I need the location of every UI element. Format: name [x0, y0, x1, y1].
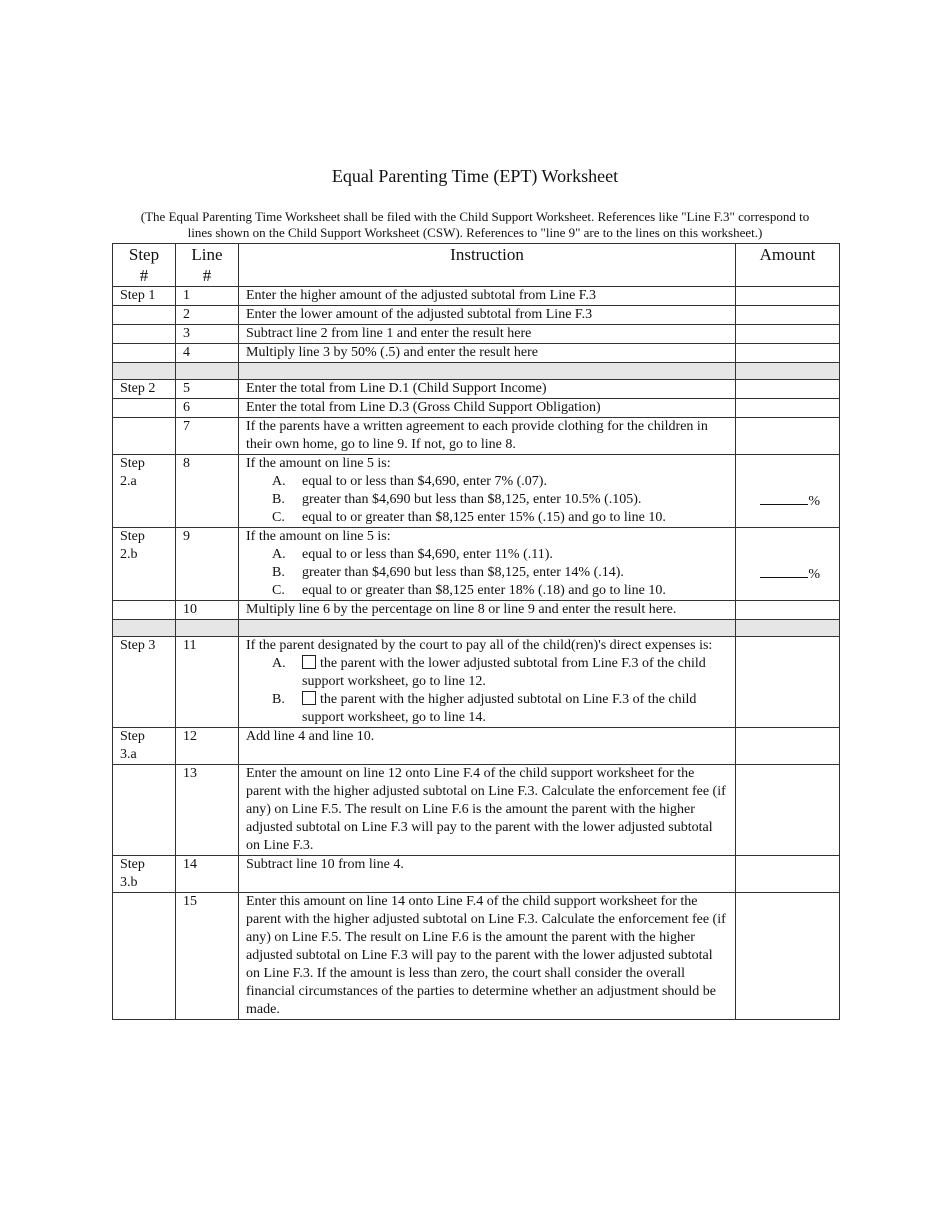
spacer-row — [113, 363, 840, 380]
instruction-text: Multiply line 6 by the percentage on line 8 or line 9 and enter the result here. — [239, 601, 736, 620]
amount-field-line-12[interactable] — [736, 728, 840, 765]
instruction-text — [239, 528, 736, 601]
instruction-intro: If the amount on line 5 is: — [246, 456, 391, 471]
table-row-line-5 — [113, 380, 840, 399]
spacer-row — [113, 620, 840, 637]
step-cell — [113, 399, 176, 418]
table-row-line-13 — [113, 765, 840, 856]
option-b: B. greater than $4,690 but less than $8,125, enter 10.5% (.105). — [272, 492, 642, 507]
table-row-line-4 — [113, 344, 840, 363]
amount-field-line-9[interactable] — [736, 528, 840, 601]
step-cell: Step 2.b — [113, 528, 176, 601]
amount-field-line-5[interactable] — [736, 380, 840, 399]
line-number: 7 — [176, 418, 239, 455]
line-number: 6 — [176, 399, 239, 418]
amount-field-line-8[interactable] — [736, 455, 840, 528]
amount-field-line-2[interactable] — [736, 306, 840, 325]
subtitle-line-1: (The Equal Parenting Time Worksheet shall be filed with the Child Support Worksheet. References like "Line F.3" correspond to — [140, 209, 810, 224]
table-row-line-15 — [113, 893, 840, 1020]
step-cell: Step 2.a — [113, 455, 176, 528]
page-title: Equal Parenting Time (EPT) Worksheet — [331, 166, 619, 186]
step-cell: Step 1 — [113, 287, 176, 306]
line-number: 5 — [176, 380, 239, 399]
line-number: 14 — [176, 856, 239, 893]
percent-blank[interactable]: % — [743, 564, 832, 584]
table-row-line-3 — [113, 325, 840, 344]
table-row-line-6 — [113, 399, 840, 418]
step-cell: Step 3.a — [113, 728, 176, 765]
option-a: A. equal to or less than $4,690, enter 11% (.11). — [272, 547, 553, 562]
amount-field-line-15[interactable] — [736, 893, 840, 1020]
line-number: 2 — [176, 306, 239, 325]
step-cell: Step 3 — [113, 637, 176, 728]
line-number: 3 — [176, 325, 239, 344]
amount-field-line-10[interactable] — [736, 601, 840, 620]
checkbox-higher-parent[interactable] — [302, 691, 316, 705]
instruction-text — [239, 637, 736, 728]
subtitle-line-2: lines shown on the Child Support Worksheet (CSW). References to "line 9" are to the lines on this worksheet.) — [187, 225, 763, 240]
instruction-text: Enter this amount on line 14 onto Line F.4 of the child support worksheet for the parent with the higher adjusted subtotal on Line F.3. Calculate the enforcement fee (if any) on Line F.5. The result on Line F.6 is the amount the parent with the higher adjusted subtotal on Line F.3 will pay to the parent with the lower adjusted subtotal on Line F.3. If the amount is less than zero, the court shall consider the overall financial circumstances of the parties to determine whether an adjustment should be made. — [239, 893, 736, 1020]
line-number: 10 — [176, 601, 239, 620]
instruction-text: Add line 4 and line 10. — [239, 728, 736, 765]
step-cell — [113, 306, 176, 325]
table-row-line-9 — [113, 528, 840, 601]
amount-field-line-4[interactable] — [736, 344, 840, 363]
step-cell — [113, 765, 176, 856]
instruction-text: Enter the amount on line 12 onto Line F.4 of the child support worksheet for the parent with the higher adjusted subtotal on Line F.3. Calculate the enforcement fee (if any) on Line F.5. The result on Line F.6 is the amount the parent with the higher adjusted subtotal on Line F.3 will pay to the parent with the lower adjusted subtotal on Line F.3. — [239, 765, 736, 856]
line-number: 9 — [176, 528, 239, 601]
line-number: 11 — [176, 637, 239, 728]
line-number: 4 — [176, 344, 239, 363]
instruction-text: If the parents have a written agreement to each provide clothing for the children in their own home, go to line 9. If not, go to line 8. — [239, 418, 736, 455]
amount-field-line-14[interactable] — [736, 856, 840, 893]
amount-field-line-6[interactable] — [736, 399, 840, 418]
step-cell: Step 2 — [113, 380, 176, 399]
step-cell — [113, 418, 176, 455]
page-subtitle — [108, 209, 842, 241]
header-line: Line # — [176, 244, 239, 287]
amount-field-line-11[interactable] — [736, 637, 840, 728]
table-row-line-8 — [113, 455, 840, 528]
instruction-text: Subtract line 2 from line 1 and enter the result here — [239, 325, 736, 344]
instruction-text: Enter the total from Line D.3 (Gross Child Support Obligation) — [239, 399, 736, 418]
step-cell — [113, 325, 176, 344]
step-cell — [113, 893, 176, 1020]
table-row-line-7 — [113, 418, 840, 455]
amount-field-line-3[interactable] — [736, 325, 840, 344]
instruction-text: Multiply line 3 by 50% (.5) and enter the result here — [239, 344, 736, 363]
table-row-line-2 — [113, 306, 840, 325]
option-c: C. equal to or greater than $8,125 enter 15% (.15) and go to line 10. — [272, 510, 666, 525]
table-row-line-10 — [113, 601, 840, 620]
instruction-text: Enter the higher amount of the adjusted subtotal from Line F.3 — [239, 287, 736, 306]
option-a: A. the parent with the lower adjusted subtotal from Line F.3 of the child support worksheet, go to line 12. — [272, 656, 706, 689]
header-amount: Amount — [736, 244, 840, 287]
percent-blank[interactable]: % — [743, 491, 832, 511]
instruction-text — [239, 455, 736, 528]
table-row-line-11 — [113, 637, 840, 728]
amount-field-line-1[interactable] — [736, 287, 840, 306]
table-row-line-1 — [113, 287, 840, 306]
option-b: B. the parent with the higher adjusted subtotal on Line F.3 of the child support worksheet, go to line 14. — [272, 692, 697, 725]
step-cell — [113, 344, 176, 363]
table-row-line-14 — [113, 856, 840, 893]
header-step: Step # — [113, 244, 176, 287]
option-b: B. greater than $4,690 but less than $8,125, enter 14% (.14). — [272, 565, 624, 580]
instruction-text: Enter the lower amount of the adjusted subtotal from Line F.3 — [239, 306, 736, 325]
header-row — [113, 244, 840, 287]
step-cell — [113, 601, 176, 620]
instruction-intro: If the parent designated by the court to pay all of the child(ren)'s direct expenses is: — [246, 638, 713, 653]
table-row-line-12 — [113, 728, 840, 765]
instruction-intro: If the amount on line 5 is: — [246, 529, 391, 544]
line-number: 1 — [176, 287, 239, 306]
option-a: A. equal to or less than $4,690, enter 7% (.07). — [272, 474, 547, 489]
line-number: 12 — [176, 728, 239, 765]
line-number: 15 — [176, 893, 239, 1020]
instruction-text: Enter the total from Line D.1 (Child Support Income) — [239, 380, 736, 399]
checkbox-lower-parent[interactable] — [302, 655, 316, 669]
option-c: C. equal to or greater than $8,125 enter 18% (.18) and go to line 10. — [272, 583, 666, 598]
step-cell: Step 3.b — [113, 856, 176, 893]
instruction-text: Subtract line 10 from line 4. — [239, 856, 736, 893]
amount-field-line-7[interactable] — [736, 418, 840, 455]
ept-worksheet-table — [112, 243, 840, 1020]
line-number: 13 — [176, 765, 239, 856]
amount-field-line-13[interactable] — [736, 765, 840, 856]
line-number: 8 — [176, 455, 239, 528]
header-instruction: Instruction — [239, 244, 736, 287]
